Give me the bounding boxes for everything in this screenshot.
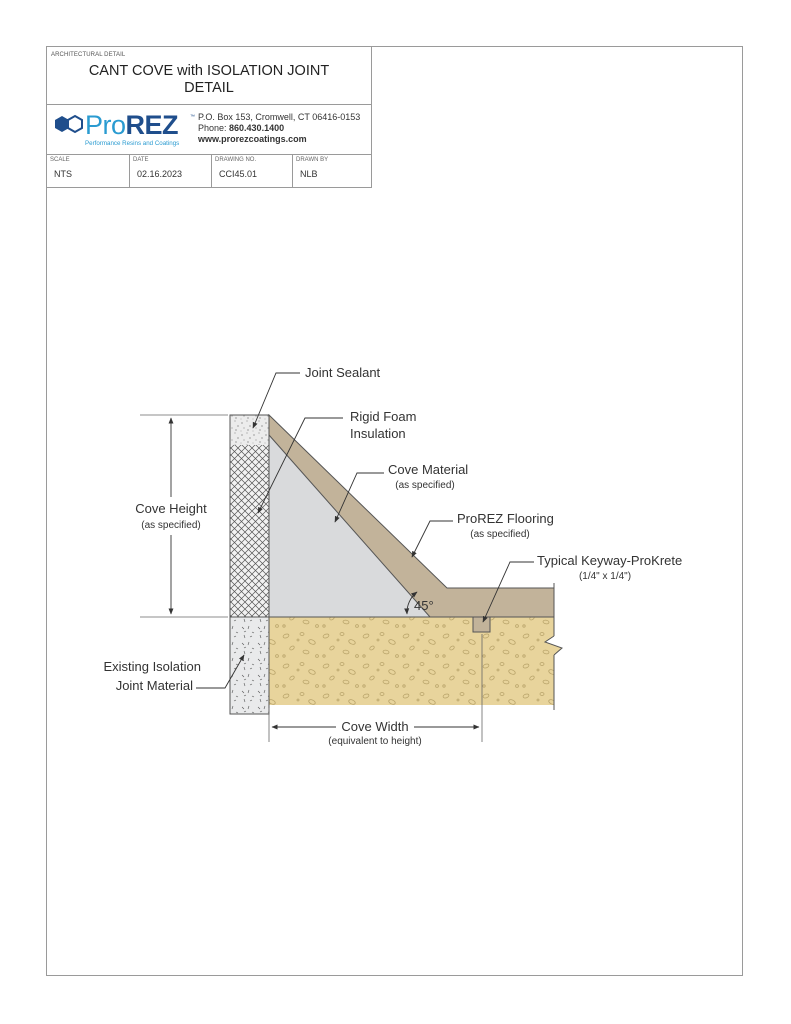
cove-material-label: Cove Material — [388, 462, 469, 477]
leader-prorez-flooring — [412, 521, 453, 557]
field-value: CCI45.01 — [219, 169, 258, 179]
field-label: DRAWN BY — [296, 157, 329, 163]
joint-sealant — [230, 415, 269, 445]
field-value: 02.16.2023 — [137, 169, 183, 179]
concrete-slab — [269, 617, 562, 705]
drawing-category: ARCHITECTURAL DETAIL — [51, 52, 126, 58]
phone-label: Phone: — [198, 123, 230, 133]
cove-width-sublabel: (equivalent to height) — [328, 736, 422, 747]
keyway-label: Typical Keyway-ProKrete — [537, 553, 683, 568]
logo-trademark: ™ — [190, 114, 195, 120]
field-label: SCALE — [50, 157, 70, 163]
field-label: DATE — [133, 157, 149, 163]
logo-tagline: Performance Resins and Coatings — [85, 140, 180, 147]
field-value: NLB — [300, 169, 318, 179]
drawing-title-line1: CANT COVE with ISOLATION JOINT — [88, 63, 330, 79]
cove-material-sublabel: (as specified) — [395, 480, 455, 491]
company-address: P.O. Box 153, Cromwell, CT 06416-0153 — [198, 112, 361, 122]
joint-sealant-label: Joint Sealant — [305, 365, 381, 380]
prorez-flooring-sublabel: (as specified) — [470, 529, 530, 540]
isolation-label-1: Existing Isolation — [103, 659, 201, 674]
drawing-title-line2: DETAIL — [184, 80, 234, 96]
prorez-flooring-label: ProREZ Flooring — [457, 511, 554, 526]
website-link[interactable]: www.prorezcoatings.com — [198, 134, 307, 144]
field-label: DRAWING NO. — [215, 157, 257, 163]
phone-number: 860.430.1400 — [229, 123, 285, 133]
logo-pro: Pro — [85, 110, 126, 140]
rigid-foam-label-2: Insulation — [350, 426, 406, 441]
logo-rez: REZ — [125, 110, 179, 140]
field-value: NTS — [54, 169, 72, 179]
cove-height-label: Cove Height — [135, 501, 207, 516]
isolation-label-2: Joint Material — [115, 678, 193, 693]
cove-width-label: Cove Width — [341, 719, 409, 734]
keyway-sublabel: (1/4" x 1/4") — [578, 571, 632, 582]
rigid-foam-label-1: Rigid Foam — [350, 409, 417, 424]
cove-height-sublabel: (as specified) — [141, 520, 201, 531]
angle-label: 45° — [414, 598, 434, 613]
isolation-joint-material — [230, 617, 269, 714]
rigid-foam-insulation — [230, 445, 269, 617]
